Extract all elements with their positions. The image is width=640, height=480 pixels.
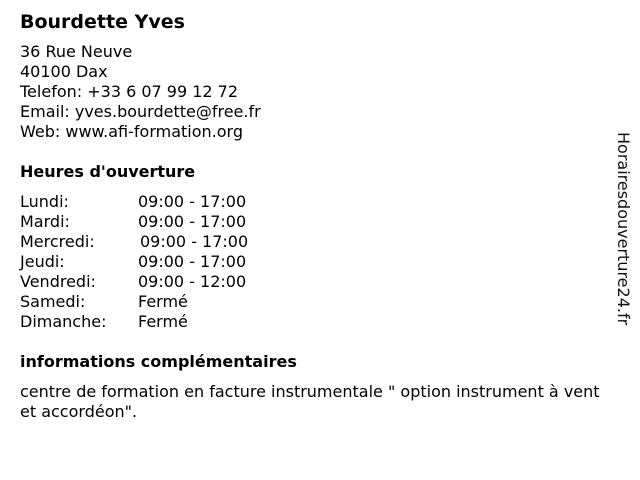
hours-row-thursday bbox=[20, 252, 600, 272]
hours-day: Mardi: bbox=[20, 212, 70, 231]
hours-time: 09:00 - 12:00 bbox=[138, 272, 247, 291]
business-name: Bourdette Yves bbox=[20, 11, 185, 33]
vertical-site-brand: Horairesdouverture24.fr bbox=[614, 132, 633, 326]
hours-day: Jeudi: bbox=[20, 252, 65, 271]
hours-row-wednesday bbox=[20, 232, 600, 252]
hours-day: Dimanche: bbox=[20, 312, 107, 331]
hours-time: 09:00 - 17:00 bbox=[138, 192, 247, 211]
hours-row-tuesday bbox=[20, 212, 600, 232]
hours-time: 09:00 - 17:00 bbox=[138, 212, 247, 231]
email-line: Email: yves.bourdette@free.fr bbox=[20, 102, 261, 121]
opening-hours-title: Heures d'ouverture bbox=[20, 162, 196, 181]
additional-info-text: centre de formation en facture instrumentale " option instrument à vent et accordéon". bbox=[20, 382, 600, 421]
address-line-1: 36 Rue Neuve bbox=[20, 42, 133, 61]
hours-time: 09:00 - 17:00 bbox=[140, 232, 249, 251]
hours-row-saturday bbox=[20, 292, 600, 312]
hours-row-monday bbox=[20, 192, 600, 212]
hours-day: Samedi: bbox=[20, 292, 86, 311]
address-line-2: 40100 Dax bbox=[20, 62, 108, 81]
hours-time: Fermé bbox=[138, 312, 188, 331]
business-info-card bbox=[20, 10, 600, 422]
website-line: Web: www.afi-formation.org bbox=[20, 122, 243, 141]
hours-time: Fermé bbox=[138, 292, 188, 311]
hours-row-sunday bbox=[20, 312, 600, 332]
hours-day: Lundi: bbox=[20, 192, 69, 211]
additional-info-title: informations complémentaires bbox=[20, 352, 297, 371]
hours-time: 09:00 - 17:00 bbox=[138, 252, 247, 271]
hours-day: Mercredi: bbox=[20, 232, 95, 251]
opening-hours-table bbox=[20, 192, 600, 332]
hours-row-friday bbox=[20, 272, 600, 292]
hours-day: Vendredi: bbox=[20, 272, 96, 291]
phone-line: Telefon: +33 6 07 99 12 72 bbox=[20, 82, 239, 101]
